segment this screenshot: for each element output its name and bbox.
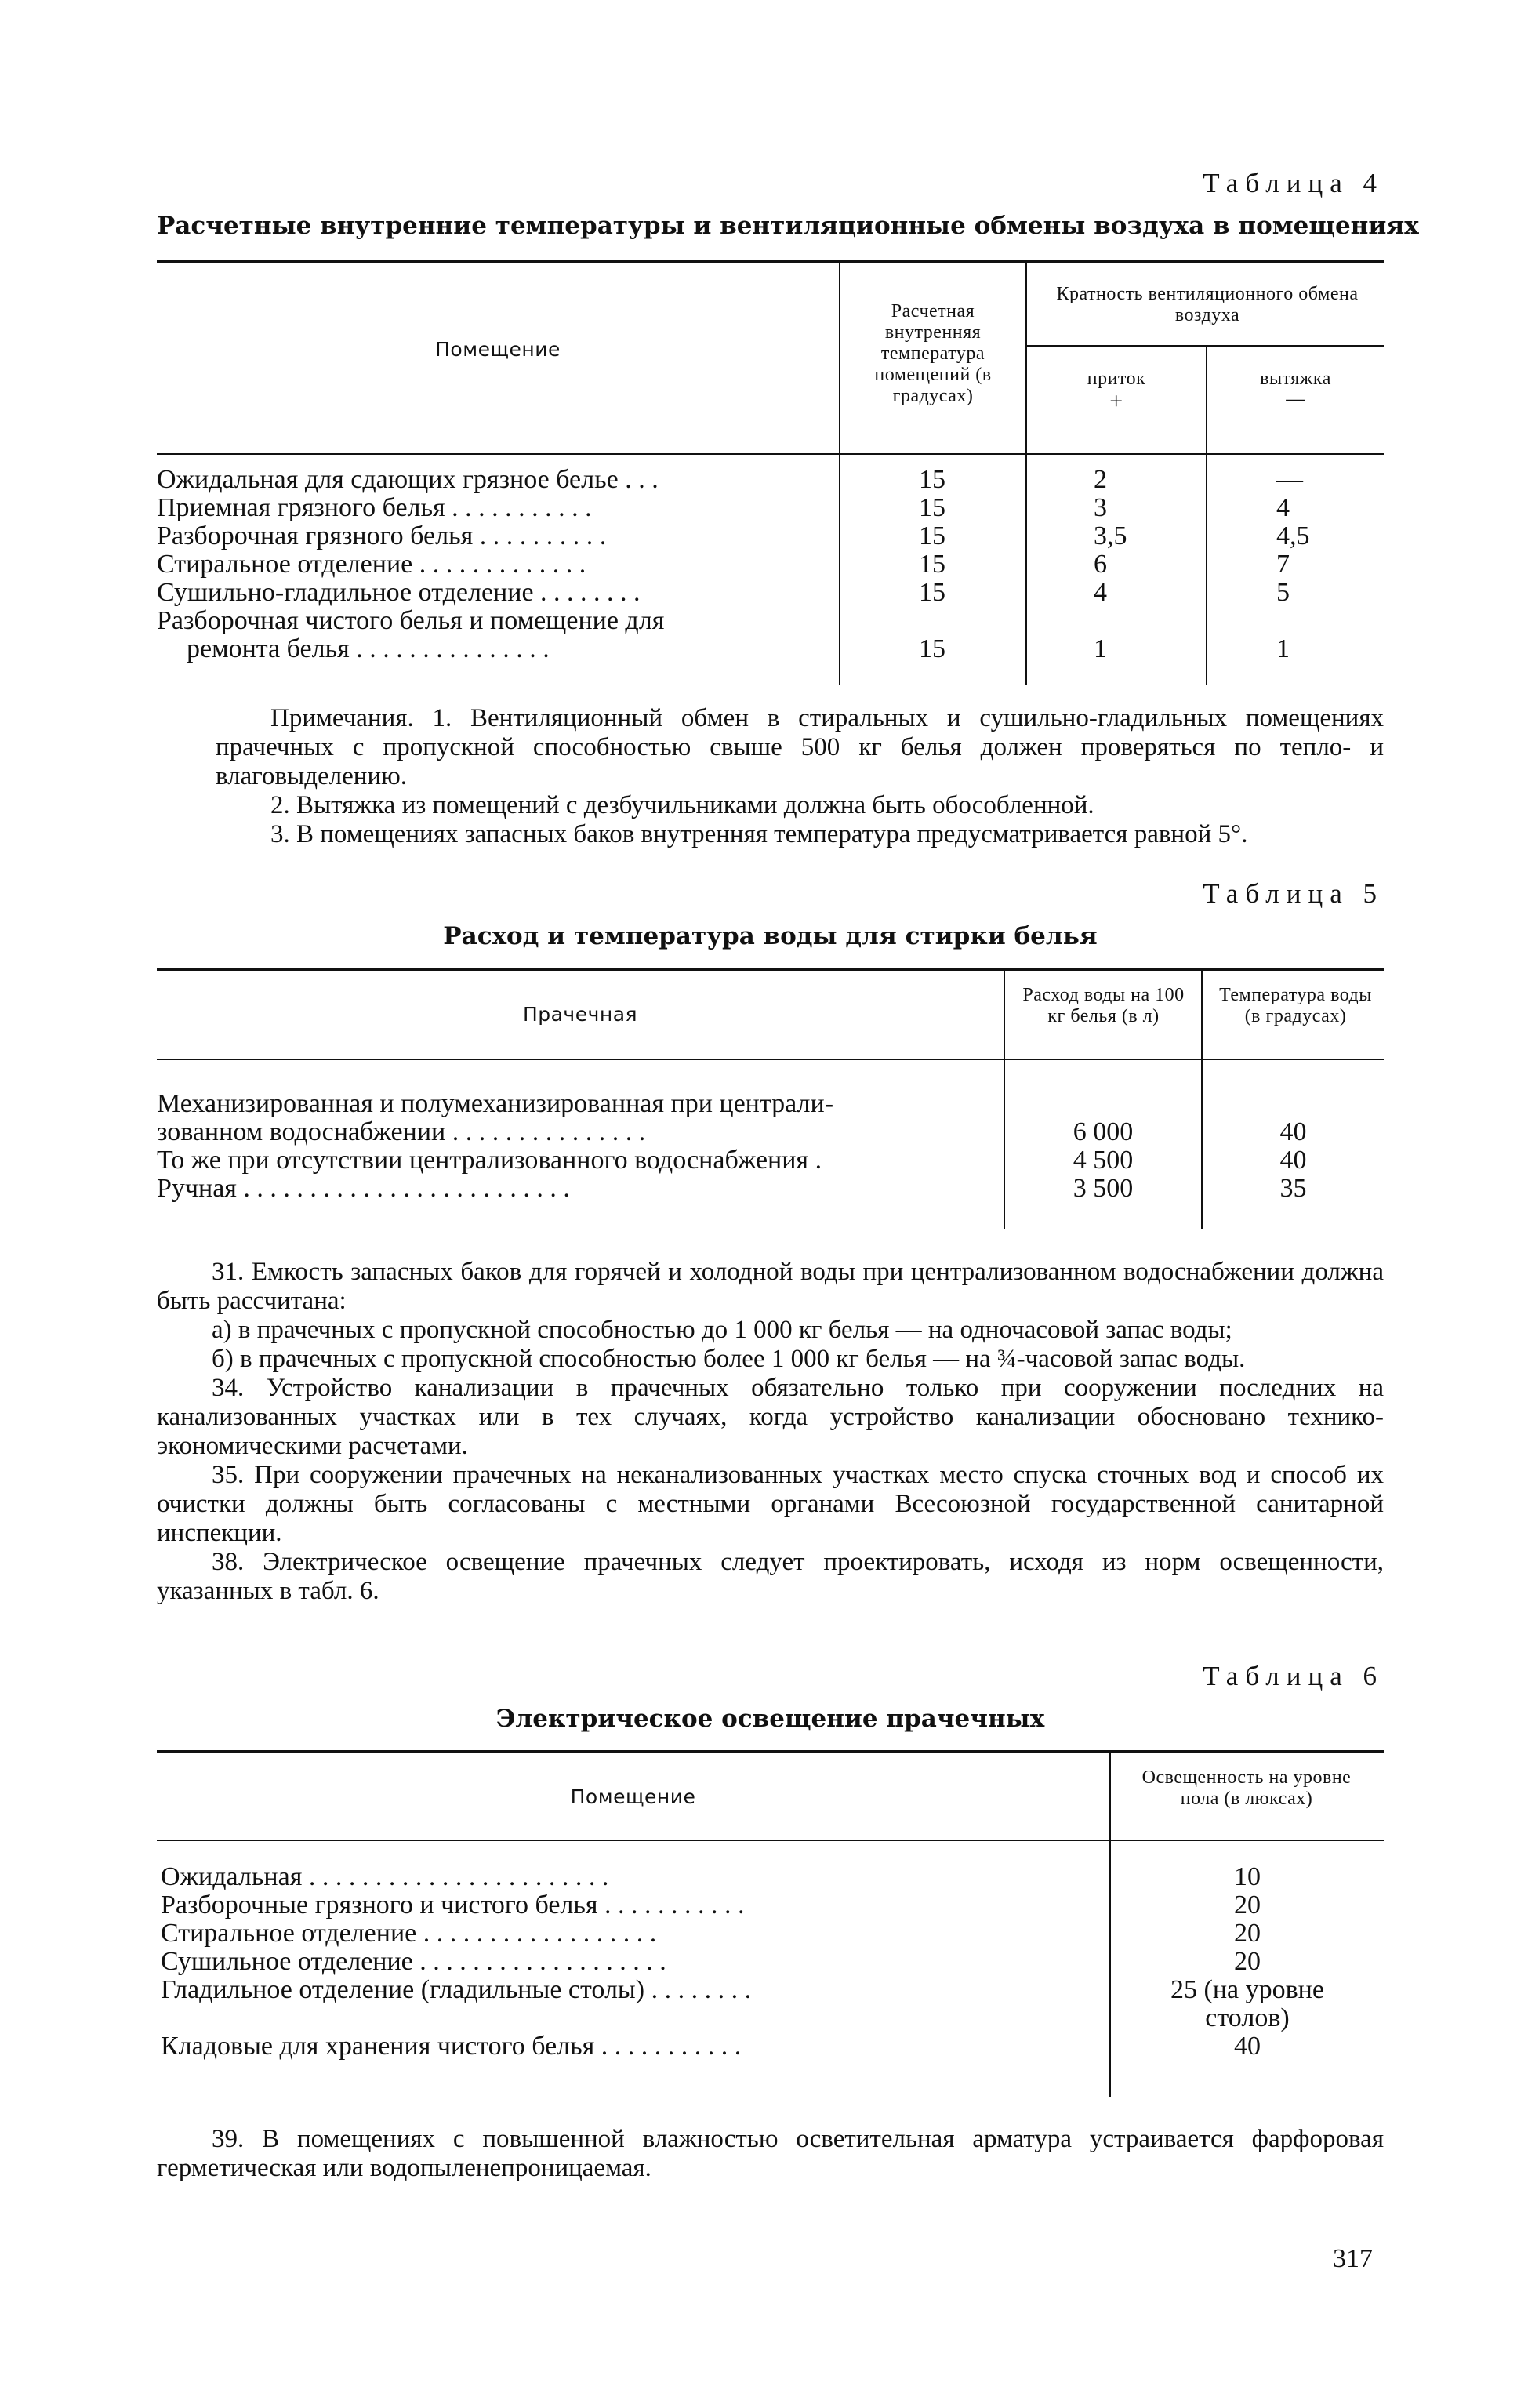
table4-header-exchange: Кратность вентиляционного обмена воздуха bbox=[1056, 284, 1359, 325]
table6-label: Таблица 6 bbox=[1203, 1661, 1384, 1691]
table-row: Ожидальная для сдающих грязное белье . . . bbox=[157, 466, 659, 494]
table6-cell-lux: 20 bbox=[1234, 1947, 1261, 1976]
table4-cell-exhaust: 7 bbox=[1276, 550, 1290, 579]
table-row-continuation: зованном водоснабжении . . . . . . . . . . . . . . . bbox=[157, 1118, 646, 1146]
table4-top-rule bbox=[157, 260, 1384, 263]
table4-cell-exhaust: 5 bbox=[1276, 578, 1290, 607]
table5-cell-flow: 4 500 bbox=[1073, 1146, 1134, 1175]
table-row: Сушильное отделение . . . . . . . . . . . . . . . . . . . bbox=[161, 1948, 666, 1976]
note-1: Примечания. 1. Вентиляционный обмен в стиральных и сушильно-гладильных помещениях прачечных с пропускной способностью свыше 500 кг белья должен проверяться по тепло- и влаговыделению. bbox=[216, 704, 1384, 790]
table-row: Приемная грязного белья . . . . . . . . . . . bbox=[157, 494, 592, 522]
paragraph-35: 35. При сооружении прачечных на неканализованных участках место спуска сточных вод и способ их очистки должны быть согласованы с местными органами Всесоюзной государственной санитарной инспекции. bbox=[157, 1461, 1384, 1547]
table-row-continuation: ремонта белья . . . . . . . . . . . . . . . bbox=[187, 635, 550, 663]
table4-cell-temp: 15 bbox=[919, 493, 945, 522]
table4-cell-inflow: 4 bbox=[1094, 578, 1107, 607]
table4-cell-temp: 15 bbox=[919, 634, 945, 663]
table4-header-exhaust-sign: — bbox=[1286, 389, 1305, 409]
table5-cell-temp: 35 bbox=[1279, 1174, 1307, 1203]
table4-header-room: Помещение bbox=[435, 338, 561, 361]
table4-caption: Расчетные внутренние температуры и вентиляционные обмены воздуха в помещениях bbox=[157, 212, 1419, 240]
paragraph-31b: б) в прачечных с пропускной способностью более 1 000 кг белья — на ¾-часовой запас воды. bbox=[212, 1345, 1246, 1373]
table6-cell-lux: 40 bbox=[1234, 2032, 1261, 2061]
table-row: Ручная . . . . . . . . . . . . . . . . . . . . . . . . . bbox=[157, 1175, 570, 1203]
table-row: Разборочная грязного белья . . . . . . . . . . bbox=[157, 522, 607, 550]
table6-cell-lux-continuation: столов) bbox=[1205, 2003, 1290, 2032]
page-number: 317 bbox=[1333, 2244, 1373, 2273]
table6-top-rule bbox=[157, 1750, 1384, 1753]
table6-caption: Электрическое освещение прачечных bbox=[495, 1705, 1045, 1733]
table6-header-rule bbox=[157, 1840, 1384, 1841]
table4-header-exhaust: вытяжка bbox=[1260, 369, 1331, 389]
table6-header-room: Помещение bbox=[570, 1785, 696, 1808]
table4-cell-inflow: 2 bbox=[1094, 465, 1107, 494]
table-row: Сушильно-гладильное отделение . . . . . . . . bbox=[157, 579, 641, 607]
table5-cell-flow: 6 000 bbox=[1073, 1117, 1134, 1146]
table5-top-rule bbox=[157, 968, 1384, 971]
table-row: Механизированная и полумеханизированная при централи- bbox=[157, 1090, 834, 1118]
table-row: Стиральное отделение . . . . . . . . . . . . . bbox=[157, 550, 586, 579]
table5-label: Таблица 5 bbox=[1203, 878, 1384, 909]
table6-cell-lux: 20 bbox=[1234, 1919, 1261, 1948]
table4-cell-exhaust: 4 bbox=[1276, 493, 1290, 522]
table6-cell-lux: 10 bbox=[1234, 1862, 1261, 1891]
table-row: Стиральное отделение . . . . . . . . . . . . . . . . . . bbox=[161, 1919, 657, 1948]
table4-notes bbox=[216, 704, 1384, 849]
table5-caption: Расход и температура воды для стирки белья bbox=[443, 922, 1098, 950]
paragraph-31: 31. Емкость запасных баков для горячей и холодной воды при централизованном водоснабжении должна быть рассчитана: bbox=[157, 1258, 1384, 1315]
table4-cell-temp: 15 bbox=[919, 465, 945, 494]
table4-col-divider-2 bbox=[1025, 262, 1027, 685]
table4-label: Таблица 4 bbox=[1203, 168, 1384, 198]
table4-header-inflow: приток bbox=[1087, 369, 1146, 389]
table6-cell-lux: 20 bbox=[1234, 1890, 1261, 1919]
note-3: 3. В помещениях запасных баков внутренняя температура предусматривается равной 5°. bbox=[270, 820, 1248, 848]
table-row: Кладовые для хранения чистого белья . . . . . . . . . . . bbox=[161, 2032, 742, 2061]
table4-cell-inflow: 3 bbox=[1094, 493, 1107, 522]
table5-cell-flow: 3 500 bbox=[1073, 1174, 1134, 1203]
table4-cell-inflow: 3,5 bbox=[1094, 521, 1127, 550]
table5-header-temp: Температура воды (в градусах) bbox=[1219, 985, 1372, 1026]
paragraph-31a: а) в прачечных с пропускной способностью до 1 000 кг белья — на одночасовой запас воды; bbox=[212, 1316, 1232, 1344]
table-row: Гладильное отделение (гладильные столы) . . . . . . . . bbox=[161, 1976, 752, 2004]
table4-cell-exhaust: 4,5 bbox=[1276, 521, 1310, 550]
table4-cell-temp: 15 bbox=[919, 550, 945, 579]
table4-cell-temp: 15 bbox=[919, 521, 945, 550]
paragraph-34: 34. Устройство канализации в прачечных обязательно только при сооружении последних на канализованных участках или в тех случаях, когда устройство канализации обосновано технико-экономическими расчетами. bbox=[157, 1374, 1384, 1460]
table4-cell-inflow: 6 bbox=[1094, 550, 1107, 579]
table4-cell-exhaust: — bbox=[1276, 465, 1303, 494]
table5-cell-temp: 40 bbox=[1279, 1146, 1307, 1175]
table4-header-rule bbox=[157, 453, 1384, 455]
paragraph-38: 38. Электрическое освещение прачечных следует проектировать, исходя из норм освещенности, указанных в табл. 6. bbox=[157, 1548, 1384, 1605]
table4-header-inflow-sign: + bbox=[1109, 388, 1123, 414]
table6-header-lux: Освещенность на уровне пола (в люксах) bbox=[1141, 1767, 1352, 1809]
table4-header-temp: Расчетная внутренняя температура помещений (в градусах) bbox=[874, 301, 992, 406]
paragraph-39: 39. В помещениях с повышенной влажностью осветительная арматура устраивается фарфоровая герметическая или водопыленепроницаемая. bbox=[157, 2125, 1384, 2182]
table-row: Ожидальная . . . . . . . . . . . . . . . . . . . . . . . bbox=[161, 1863, 609, 1891]
table5-header-laundry: Прачечная bbox=[522, 1003, 638, 1026]
table4-cell-temp: 15 bbox=[919, 578, 945, 607]
table-row: Разборочная чистого белья и помещение для bbox=[157, 607, 665, 635]
table5-header-flow: Расход воды на 100 кг белья (в л) bbox=[1022, 985, 1185, 1026]
body-text bbox=[157, 1258, 1384, 1606]
note-2: 2. Вытяжка из помещений с дезбучильниками должна быть обособленной. bbox=[270, 791, 1094, 819]
table-row: Разборочные грязного и чистого белья . . . . . . . . . . . bbox=[161, 1891, 745, 1919]
table-row: То же при отсутствии централизованного водоснабжения . bbox=[157, 1146, 822, 1175]
paragraph-39-block bbox=[157, 2125, 1384, 2183]
table6-cell-lux: 25 (на уровне bbox=[1170, 1975, 1324, 2004]
table5-cell-temp: 40 bbox=[1279, 1117, 1307, 1146]
document-page bbox=[157, 0, 1419, 2408]
table4-cell-exhaust: 1 bbox=[1276, 634, 1290, 663]
table4-cell-inflow: 1 bbox=[1094, 634, 1107, 663]
table5-header-rule bbox=[157, 1059, 1384, 1060]
